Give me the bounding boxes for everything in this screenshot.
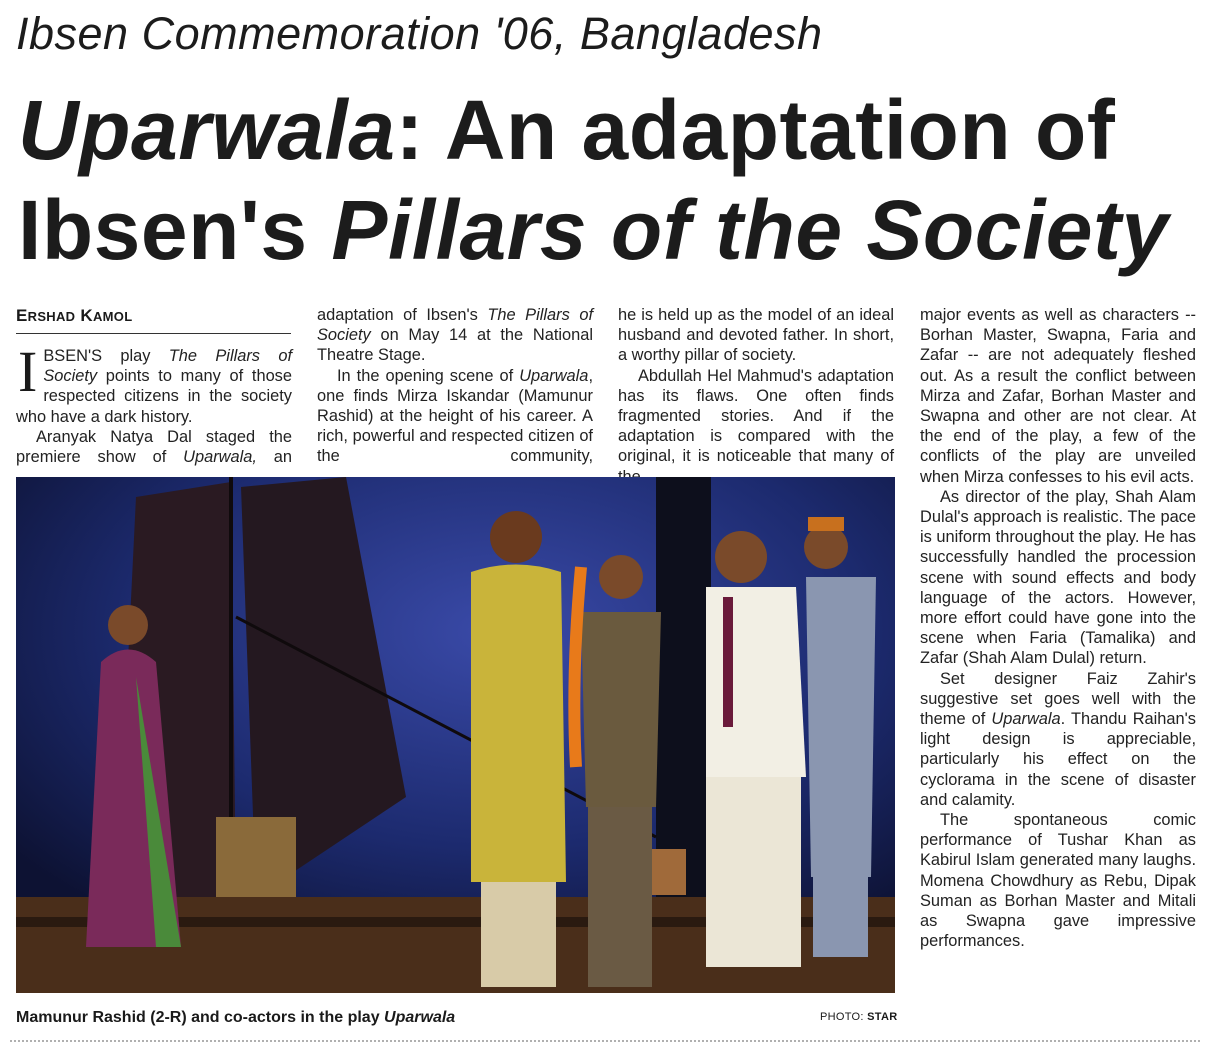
paragraph: Abdullah Hel Mahmud's adaptation has its flaws. One often finds fragmented stories. And if the adaptation is compared with the original, it is noticeable that many of [618, 366, 894, 466]
actor-grey-kurta [804, 517, 876, 957]
paragraph: Aranyak Natya Dal staged the premiere show of Uparwala, an [16, 427, 292, 467]
paragraph: major events as well as characters -- Borhan Master, Swapna, Faria and Zafar -- are not adequately fleshed out. As a result the conflict between Mirza and Zafar, Borhan Master and Swapna and other are not clear. At the end of the play, a few of the conflicts of the play are unveiled when Mirza confesses to his evil acts. [920, 306, 1196, 486]
actor-white-suit [706, 531, 806, 967]
headline-line2-text: Ibsen's [18, 183, 332, 277]
garland [574, 567, 581, 767]
headline-line-1 [18, 83, 1116, 177]
headline-line-2 [18, 183, 1169, 277]
photo-credit: PHOTO: STAR [820, 1011, 898, 1023]
byline: ERSHAD KAMOL [16, 305, 291, 334]
article-column-1 [16, 346, 292, 467]
article-column-4 [920, 305, 1196, 952]
stool-prop [216, 817, 296, 897]
paragraph: he is held up as the model of an ideal husband and devoted father. In short, a worthy pillar of society. [618, 306, 894, 365]
headline-play-title: Uparwala [18, 83, 396, 177]
article-column-2 [317, 305, 593, 467]
actor-yellow-kurta [471, 511, 566, 987]
bottom-dotted-rule [10, 1040, 1200, 1042]
paragraph: Set designer Faiz Zahir's suggestive set goes well with the theme of Uparwala. Thandu Raihan's light design is appreciable, particularly his effect on the cyclorama in the scene of disaster and calamity. [920, 669, 1196, 809]
paragraph: adaptation of Ibsen's The Pillars of Society on May 14 at the National Theatre Stage. [317, 306, 594, 365]
actor-khaki [581, 555, 661, 987]
paragraph: As director of the play, Shah Alam Dulal's approach is realistic. The pace is uniform throughout the play. He has successfully handled the procession scene with sound effects and body language of the actors. However, more effort could have gone into the scene when Faria (Tamalika) and Zafar (Shah Alam Dulal) return. [920, 487, 1196, 668]
stage-photo [16, 477, 895, 993]
paragraph: IBSEN'S play The Pillars of Society points to many of those respected citizens in the society who have a dark history. [16, 346, 292, 426]
photo-caption: Mamunur Rashid (2-R) and co-actors in the play Uparwala [16, 1009, 456, 1026]
article-column-3 [618, 305, 894, 487]
headline-original-title: Pillars of the Society [331, 183, 1169, 277]
drop-cap: I [18, 346, 38, 398]
stage-photo-illustration [16, 477, 895, 993]
paragraph: In the opening scene of Uparwala, one finds Mirza Iskandar (Mamunur Rashid) at the height of his career. A rich, powerful and respected citizen of the community, [317, 366, 593, 466]
headline-line1-text: : An adaptation of [395, 83, 1116, 177]
section-title: Ibsen Commemoration '06, Bangladesh [16, 8, 823, 59]
paragraph: The spontaneous comic performance of Tushar Khan as Kabirul Islam generated many laughs. Momena Chowdhury as Rebu, Dipak Suman as Borhan Master and Mitali as Swapna gave impressive performances. [920, 811, 1196, 951]
